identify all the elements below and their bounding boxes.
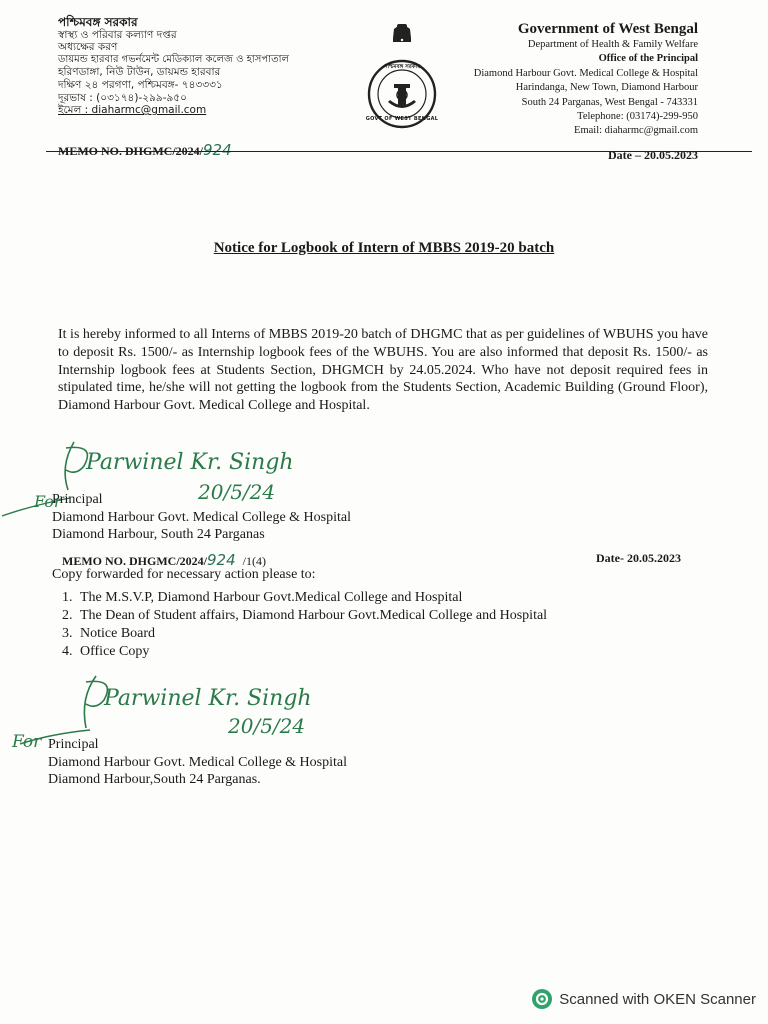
copy-date: Date- 20.05.2023 <box>596 551 681 565</box>
bengali-email-line: ইমেল : diaharmc@gmail.com <box>58 104 207 117</box>
notice-body: It is hereby informed to all Interns of MBBS 2019-20 batch of DHGMC that as per guidelines of WBUHS you have to deposit Rs. 1500/- as Internship logbook fees of the WBUHS. You are also informed that deposit Rs. 1500/- as Internship logbook fees at Students Section, DHGMCH by 24.05.2024. Who have not deposit required fees in stipulated time, he/she will not getting the logbook from the Students Section, Academic Building (Ground Floor), Diamond Harbour Govt. Medical College and Hospital. <box>58 327 708 414</box>
header-college: Diamond Harbour Govt. Medical College & Hospital <box>473 67 698 79</box>
bengali-header-line: অধ্যক্ষের করণ <box>58 41 118 54</box>
header-office: Office of the Principal <box>598 53 698 65</box>
copy-memo-handwritten-number: 924 <box>206 551 236 569</box>
signature-1-name: Parwinel Kr. Singh <box>86 450 294 475</box>
signature-2-name: Parwinel Kr. Singh <box>104 686 312 711</box>
scanner-text: Scanned with OKEN Scanner <box>559 990 756 1008</box>
memo-label: MEMO NO. DHGMC/2024/ <box>58 144 203 158</box>
signature-2-block <box>48 736 347 789</box>
bengali-header-block <box>58 16 289 117</box>
list-item: 2. The Dean of Student affairs, Diamond Harbour Govt.Medical College and Hospital <box>76 607 730 625</box>
signature-1-title: Principal <box>52 492 103 507</box>
government-seal <box>364 22 440 132</box>
signature-2-for: For <box>12 732 42 752</box>
signature-2-title: Principal <box>48 737 99 752</box>
header-address: South 24 Parganas, West Bengal - 743331 <box>521 96 698 108</box>
memo-handwritten-number: 924 <box>202 141 232 159</box>
copy-list-wrap <box>30 589 730 661</box>
scanner-logo-icon <box>531 988 553 1010</box>
copy-memo-label: MEMO NO. DHGMC/2024/ <box>62 554 207 568</box>
header-telephone: Telephone: (03174)-299-950 <box>577 111 698 123</box>
signature-1-date: 20/5/24 <box>198 480 276 504</box>
seal-text-top: পশ্চিমবঙ্গ সরকার <box>383 64 421 70</box>
scanner-watermark <box>531 988 756 1010</box>
memo-number <box>58 141 232 159</box>
english-header-block <box>474 20 698 139</box>
signature-1-line2: Diamond Harbour, South 24 Parganas <box>52 527 265 542</box>
copy-list <box>30 589 730 661</box>
bengali-header-line: ডায়মন্ড হারবার গভর্নমেন্ট মেডিক্যাল কলেজ ও হাসপাতাল <box>58 53 289 65</box>
signature-1-block <box>52 491 351 544</box>
bengali-header-line: দূরভাষ : (০৩১৭৪)-২৯৯-৯৫০ <box>58 91 187 104</box>
signature-2-line2: Diamond Harbour,South 24 Parganas. <box>48 772 261 787</box>
copy-intro: Copy forwarded for necessary action please to: <box>52 567 316 582</box>
notice-title-wrap <box>0 239 768 257</box>
signature-1-for: For <box>34 492 62 511</box>
header-email: Email: diaharmc@gmail.com <box>574 125 698 137</box>
signature-1-line1: Diamond Harbour Govt. Medical College & Hospital <box>52 509 351 525</box>
copy-memo-suffix: /1(4) <box>242 554 266 568</box>
list-item: 4. Office Copy <box>76 643 730 661</box>
signature-2-line1: Diamond Harbour Govt. Medical College & Hospital <box>48 754 347 770</box>
bengali-header-line: হরিণডাঙ্গা, নিউ টাউন, ডায়মন্ড হারবার <box>58 66 221 79</box>
seal-text-bottom: GOVT OF WEST BENGAL <box>365 116 439 122</box>
bengali-header-line: পশ্চিমবঙ্গ সরকার <box>58 15 138 29</box>
header-address: Harindanga, New Town, Diamond Harbour <box>515 82 698 94</box>
list-item: 3. Notice Board <box>76 625 730 643</box>
bengali-header-line: দক্ষিণ ২৪ পরগণা, পশ্চিমবঙ্গ- ৭৪৩৩৩১ <box>58 78 223 91</box>
bengali-header-line: স্বাস্থ্য ও পরিবার কল্যাণ দপ্তর <box>58 28 177 41</box>
header-title: Government of West Bengal <box>517 21 698 37</box>
header-date: Date – 20.05.2023 <box>608 148 698 162</box>
header-department: Department of Health & Family Welfare <box>527 39 698 50</box>
list-item: 1. The M.S.V.P, Diamond Harbour Govt.Medical College and Hospital <box>76 589 730 607</box>
signature-2-date: 20/5/24 <box>228 714 306 738</box>
notice-title: Notice for Logbook of Intern of MBBS 2019-20 batch <box>213 240 555 256</box>
